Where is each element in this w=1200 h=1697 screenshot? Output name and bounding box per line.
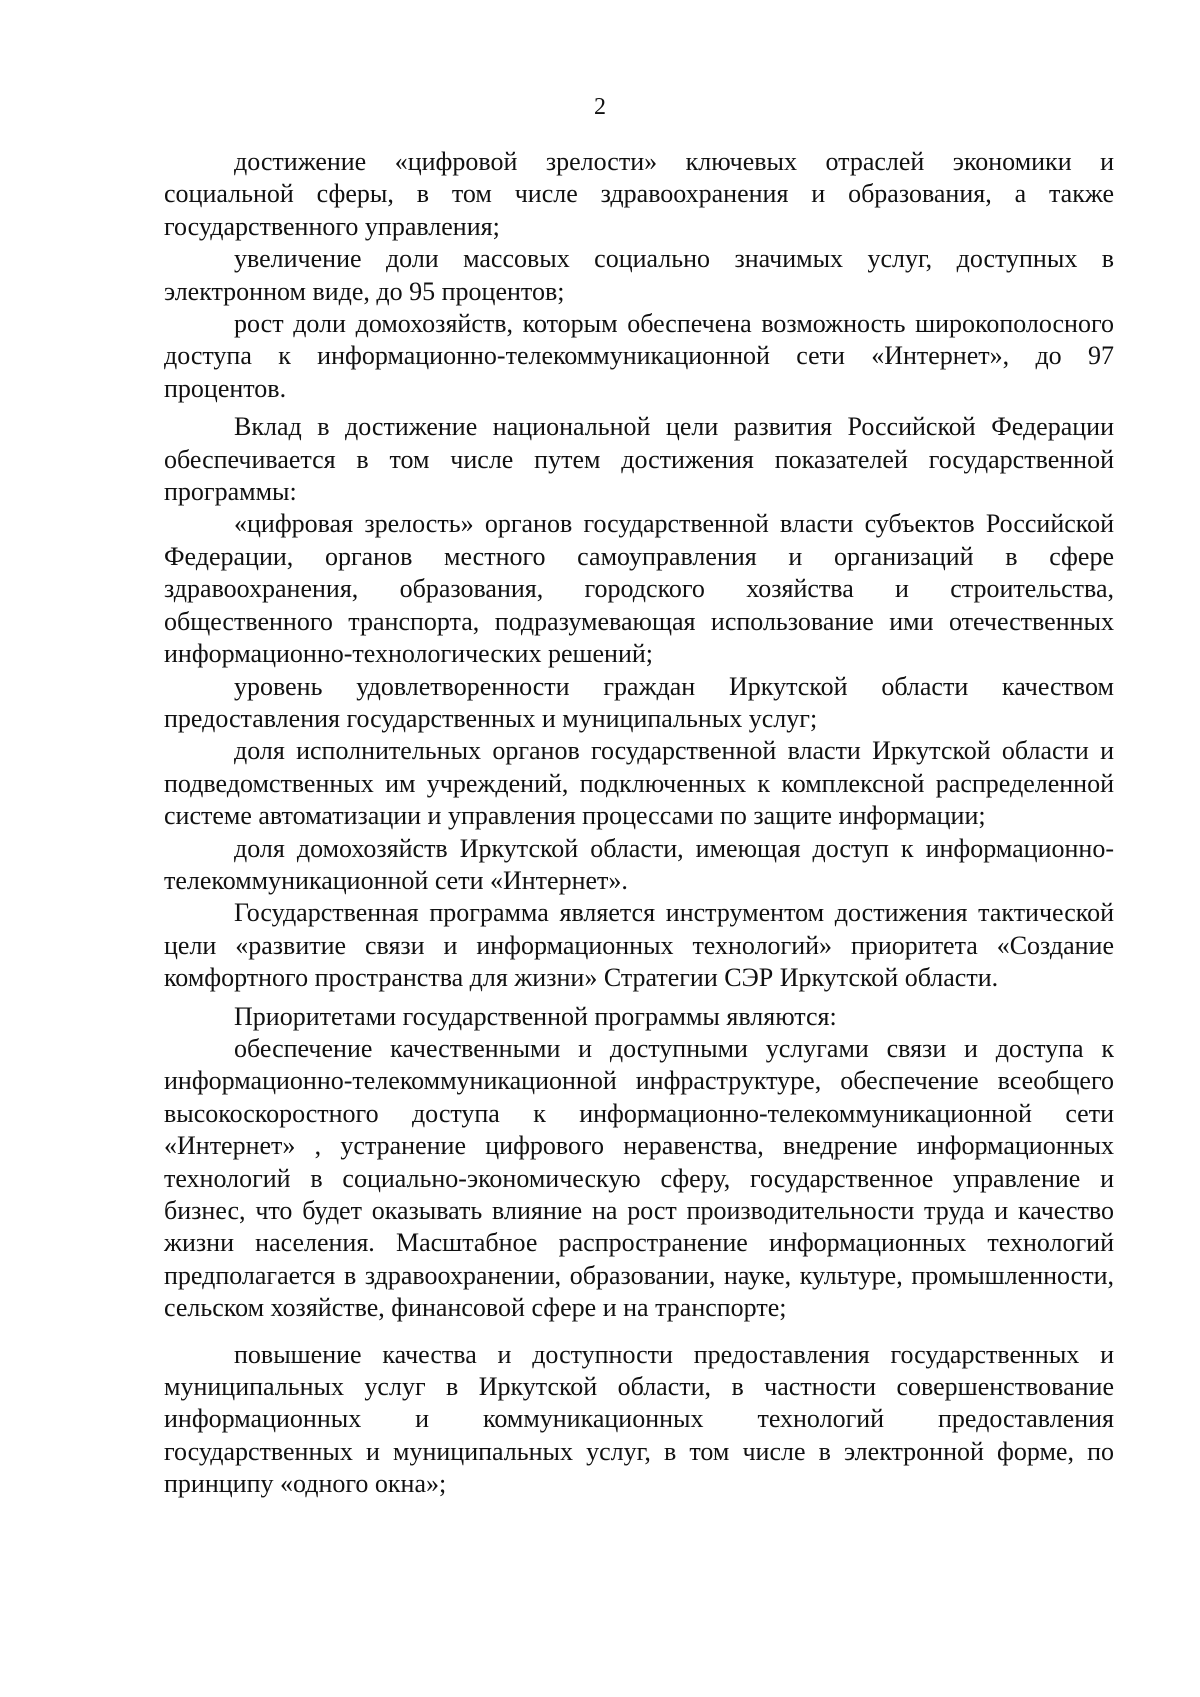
paragraph-indicator-household-access: доля домохозяйств Иркутской области, имеющая доступ к информационно-телекоммуникационной сети «Интернет». bbox=[164, 833, 1114, 895]
paragraph-priority-connectivity: обеспечение качественными и доступными услугами связи и доступа к информационно-телекоммуникационной инфраструктуре, обеспечение всеобщего высокоскоростного доступа к информационно-телекоммуникационной сети «Интернет» , устранение цифрового неравенства, внедрение информационных технологий в социально-экономическую сферу, государственное управление и бизнес, что будет оказывать влияние на рост производительности труда и качество жизни населения. Масштабное распространение информационных технологий предполагается в здравоохранении, образовании, науке, культуре, промышленности, сельском хозяйстве, финансовой сфере и на транспорте; bbox=[164, 1033, 1114, 1323]
document-body bbox=[164, 146, 1114, 1501]
paragraph-broadband-households: рост доли домохозяйств, которым обеспечена возможность широкополосного доступа к информационно-телекоммуникационной сети «Интернет», до 97 процентов. bbox=[164, 309, 1114, 403]
paragraph-digital-maturity: достижение «цифровой зрелости» ключевых отраслей экономики и социальной сферы, в том числе здравоохранения и образования, а также государственного управления; bbox=[164, 147, 1114, 241]
paragraph-priorities-heading: Приоритетами государственной программы являются: bbox=[234, 1001, 837, 1031]
paragraph-priority-public-services: повышение качества и доступности предоставления государственных и муниципальных услуг в Иркутской области, в частности совершенствование информационных и коммуникационных технологий предоставления государственных и муниципальных услуг, в том числе в электронной форме, по принципу «одного окна»; bbox=[164, 1339, 1114, 1499]
paragraph-indicator-maturity: «цифровая зрелость» органов государственной власти субъектов Российской Федерации, органов местного самоуправления и организаций в сфере здравоохранения, образования, городского хозяйства и строительства, общественного транспорта, подразумевающая использование ими отечественных информационно-технологических решений; bbox=[164, 509, 1114, 669]
paragraph-indicator-executive-bodies: доля исполнительных органов государственной власти Иркутской области и подведомственных им учреждений, подключенных к комплексной распределенной системе автоматизации и управления процессами по защите информации; bbox=[164, 736, 1114, 831]
paragraph-indicator-satisfaction: уровень удовлетворенности граждан Иркутской области качеством предоставления государственных и муниципальных услуг; bbox=[164, 671, 1114, 733]
paragraph-instrument: Государственная программа является инструментом достижения тактической цели «развитие связи и информационных технологий» приоритета «Создание комфортного пространства для жизни» Стратегии СЭР Иркутской области. bbox=[164, 898, 1114, 993]
paragraph-contribution: Вклад в достижение национальной цели развития Российской Федерации обеспечивается в том числе путем достижения показателей государственной программы: bbox=[164, 412, 1114, 507]
paragraph-services-share: увеличение доли массовых социально значимых услуг, доступных в электронном виде, до 95 процентов; bbox=[164, 244, 1114, 306]
page-number: 2 bbox=[594, 94, 606, 120]
